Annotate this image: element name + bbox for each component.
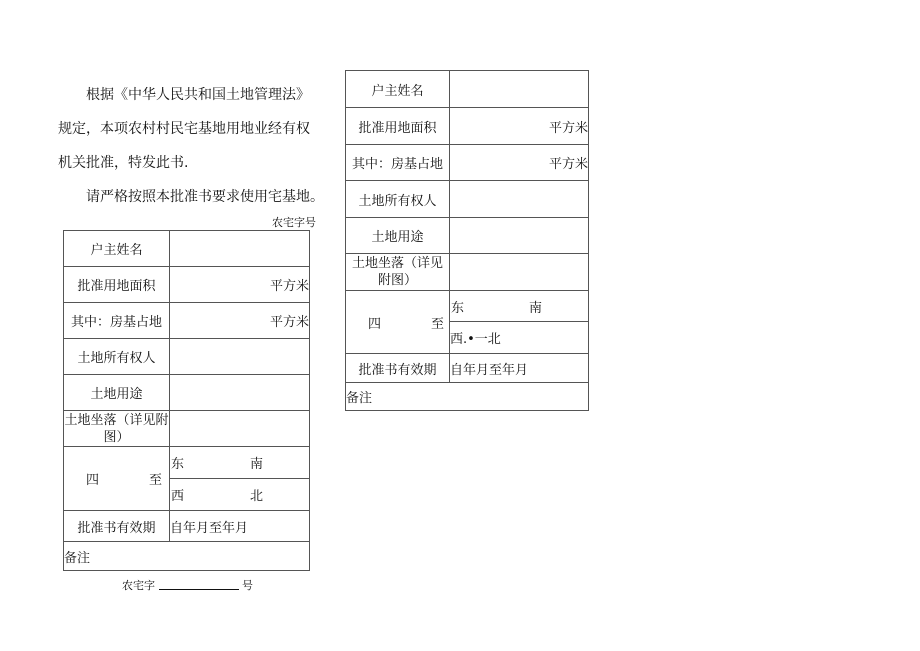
owner-name-value[interactable] [170, 231, 310, 267]
boundary-label [64, 447, 170, 511]
owner-right-value[interactable] [170, 339, 310, 375]
intro-line-2: 规定，本项农村村民宅基地用地业经有权 [58, 121, 310, 137]
usage-label: 土地用途 [64, 375, 170, 411]
remarks-label[interactable]: 备注 [64, 542, 310, 571]
validity-label: 批准书有效期 [64, 511, 170, 542]
owner-right-value[interactable] [450, 181, 589, 218]
boundary-east-south[interactable] [450, 291, 589, 322]
area-unit[interactable]: 平方米 [450, 108, 589, 145]
boundary-west-north[interactable] [170, 479, 310, 511]
owner-name-value[interactable] [450, 71, 589, 108]
north-label: 北 [249, 489, 263, 504]
house-area-unit[interactable]: 平方米 [170, 303, 310, 339]
remarks-label[interactable]: 备注 [346, 383, 589, 411]
owner-name-label: 户主姓名 [64, 231, 170, 267]
owner-right-label: 土地所有权人 [64, 339, 170, 375]
boundary-label-si: 四 [368, 316, 382, 332]
validity-label: 批准书有效期 [346, 354, 450, 383]
usage-value[interactable] [170, 375, 310, 411]
doc-number-bottom [122, 577, 253, 593]
location-value[interactable] [170, 411, 310, 447]
area-unit[interactable]: 平方米 [170, 267, 310, 303]
area-label: 批准用地面积 [346, 108, 450, 145]
location-label: 土地坐落（详见附图） [64, 412, 169, 445]
intro-text [58, 78, 328, 214]
intro-line-3: 机关批准，特发此书. [58, 155, 189, 171]
area-label: 批准用地面积 [64, 267, 170, 303]
boundary-label [346, 291, 450, 354]
approval-form-left [63, 230, 310, 571]
validity-value[interactable]: 自年月至年月 [170, 511, 310, 542]
usage-value[interactable] [450, 218, 589, 254]
south-label: 南 [528, 300, 542, 316]
doc-number-top: 农宅字号 [272, 216, 316, 229]
boundary-label-zhi: 至 [430, 316, 444, 332]
location-value[interactable] [450, 254, 589, 291]
west-label: 西 [171, 489, 185, 504]
house-area-label: 其中：房基占地 [346, 145, 450, 181]
doc-number-suffix: 号 [242, 579, 253, 592]
house-area-label: 其中：房基占地 [64, 303, 170, 339]
boundary-label-si: 四 [86, 473, 100, 488]
boundary-east-south[interactable] [170, 447, 310, 479]
owner-right-label: 土地所有权人 [346, 181, 450, 218]
south-label: 南 [249, 457, 263, 472]
east-label: 东 [171, 457, 185, 472]
usage-label: 土地用途 [346, 218, 450, 254]
location-label: 土地坐落（详见附图） [346, 254, 450, 291]
intro-line-4: 请严格按照本批准书要求使用宅基地。 [86, 189, 324, 205]
owner-name-label: 户主姓名 [346, 71, 450, 108]
house-area-unit[interactable]: 平方米 [450, 145, 589, 181]
boundary-west-north[interactable]: 西.•一北 [450, 322, 589, 354]
validity-value[interactable]: 自年月至年月 [450, 354, 589, 383]
east-label: 东 [451, 300, 465, 316]
doc-number-prefix: 农宅字 [122, 579, 155, 592]
intro-line-1: 根据《中华人民共和国土地管理法》 [86, 87, 310, 103]
boundary-label-zhi: 至 [148, 473, 162, 488]
approval-form-right [345, 70, 589, 411]
doc-number-blank[interactable] [159, 579, 239, 590]
